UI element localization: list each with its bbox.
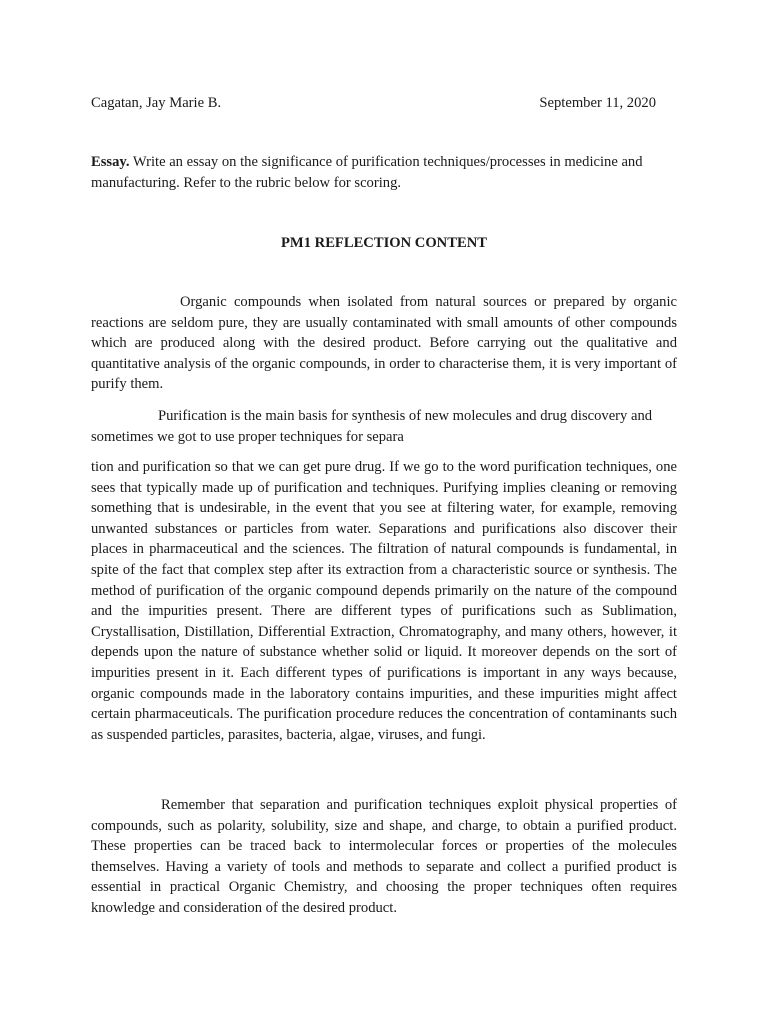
paragraph-3: tion and purification so that we can get pure drug. If we go to the word purification techniques, one sees that typically made up of purification and techniques. Purifying implies cleaning or removing something that is undesirable, in the event that you see at filtering water, for example, removing unwanted substances or particles from water. Separations and purifications also discover their places in pharmaceutical and the sciences. The filtration of natural compounds is fundamental, in spite of the fact that complex step after its extraction from a characteristic source or synthesis. The method of purification of the organic compound depends primarily on the nature of the compound and the impurities present. There are different types of purifications such as Sublimation, Crystallisation, Distillation, Differential Extraction, Chromatography, and many others, however, it depends upon the nature of substance whether solid or liquid. It moreover depends on the sort of impurities present in it. Each different types of purifications is important in any ways because, organic compounds made in the laboratory contains impurities, and these impurities might affect certain pharmaceuticals. The purification procedure reduces the concentration of contaminants such as suspended particles, parasites, bacteria, algae, viruses, and fungi. (91, 459, 677, 743)
document-date: September 11, 2020 (539, 95, 656, 111)
paragraph-2: Purification is the main basis for synthesis of new molecules and drug discovery and sometimes we got to use proper techniques for separa (91, 408, 653, 445)
paragraph-4: Remember that separation and purification techniques exploit physical properties of compounds, such as polarity, solubility, size and shape, and charge, to obtain a purified product. These properties can be traced back to intermolecular forces or properties of the molecules themselves. Having a variety of tools and methods to separate and collect a purified product is essential in practical Organic Chemistry, and choosing the proper techniques often requires knowledge and consideration of the desired product. (91, 797, 677, 916)
paragraph-1: Organic compounds when isolated from natural sources or prepared by organic reactions are seldom pure, they are usually contaminated with small amounts of other compounds which are produced along with the desired product. Before carrying out the qualitative and quantitative analysis of the organic compounds, in order to characterise them, it is very important of purify them. (91, 294, 677, 393)
author-name: Cagatan, Jay Marie B. (91, 95, 222, 111)
essay-label: Essay. (91, 154, 130, 170)
essay-prompt (91, 152, 677, 193)
essay-instructions: Write an essay on the significance of purification techniques/processes in medicine and manufacturing. Refer to the rubric below for scoring. (91, 154, 643, 191)
section-title: PM1 REFLECTION CONTENT (281, 235, 487, 251)
